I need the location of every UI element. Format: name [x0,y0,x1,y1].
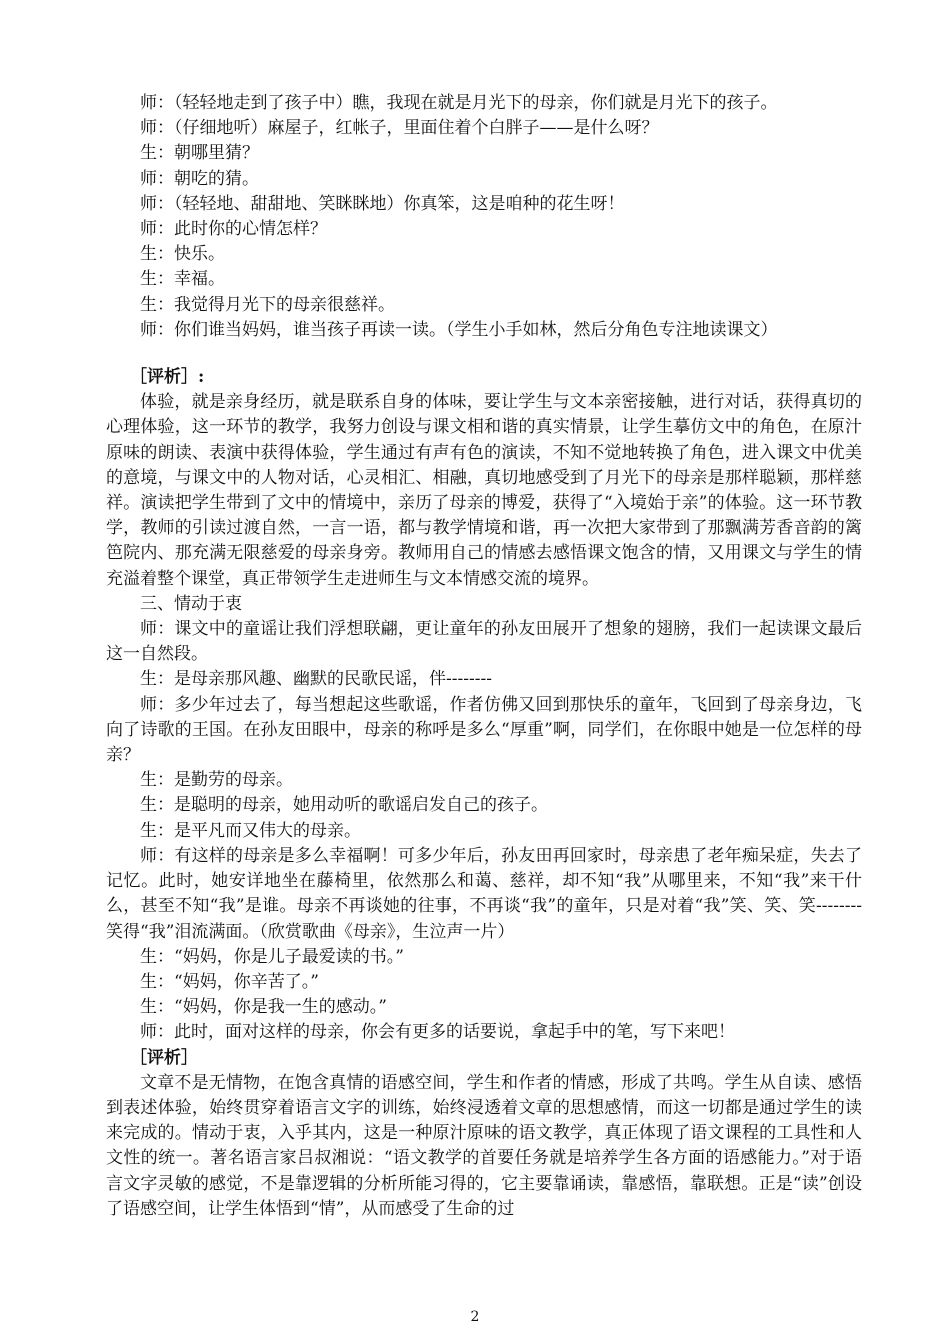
dialogue-paragraph: 师：有这样的母亲是多么幸福啊！可多少年后，孙友田再回家时，母亲患了老年痴呆症，失去了记忆。此时，她安详地坐在藤椅里，依然那么和蔼、慈祥，却不知“我”从哪里来，不知“我”来干什么，甚至不知“我”是谁。母亲不再谈她的往事，不再谈“我”的童年，只是对着“我”笑、笑、笑--------笑得“我”泪流满面。（欣赏歌曲《母亲》，生泣声一片） [106,845,862,942]
page-number: 2 [470,1309,480,1325]
page-content [106,91,862,1222]
dialogue-line: 生：快乐。 [140,244,225,265]
dialogue-paragraph: 生：是母亲那风趣、幽默的民歌民谣，伴-------- [140,669,492,690]
dialogue-line: 师：此时你的心情怎样？ [140,219,327,240]
commentary-paragraph: 文章不是无情物，在饱含真情的语感空间，学生和作者的情感，形成了共鸣。学生从自读、感悟到表述体验，始终贯穿着语言文字的训练，始终浸透着文章的思想感情，而这一切都是通过学生的读来完成的。情动于衷，入乎其内，这是一种原汁原味的语文教学，真正体现了语文课程的工具性和人文性的统一。著名语言家吕叔湘说：“语文教学的首要任务就是培养学生各方面的语感能力。”对于语言文字灵敏的感觉，不是靠逻辑的分析所能习得的，它主要靠诵读，靠感悟，靠联想。正是“读”创设了语感空间，让学生体悟到“情”，从而感受了生命的过 [106,1072,862,1219]
dialogue-line: 生：幸福。 [140,269,225,290]
dialogue-line: 师：（轻轻地走到了孩子中）瞧，我现在就是月光下的母亲，你们就是月光下的孩子。 [140,93,778,113]
dialogue-paragraph: 生：“妈妈，你是我一生的感动。” [140,997,387,1018]
commentary-heading: ［评析］ [130,1047,198,1068]
dialogue-paragraph: 生：“妈妈，你是儿子最爱读的书。” [140,946,404,967]
dialogue-paragraph: 师：课文中的童谣让我们浮想联翩，更让童年的孙友田展开了想象的翅膀，我们一起读课文最后这一自然段。 [106,619,862,665]
dialogue-line: 生：我觉得月光下的母亲很慈祥。 [140,294,395,315]
dialogue-paragraph: 生：“妈妈，你辛苦了。” [140,971,319,992]
section-heading: 三、情动于衷 [140,593,242,614]
dialogue-line: 生：朝哪里猜？ [140,143,259,164]
commentary-heading: ［评析］: [130,367,205,388]
dialogue-line: 师：朝吃的猜。 [140,168,259,189]
dialogue-paragraph: 生：是聪明的母亲，她用动听的歌谣启发自己的孩子。 [140,795,548,816]
spacer [106,343,862,365]
dialogue-paragraph: 师：多少年过去了，每当想起这些歌谣，作者仿佛又回到那快乐的童年，飞回到了母亲身边，飞向了诗歌的王国。在孙友田眼中，母亲的称呼是多么“厚重”啊，同学们，在你眼中她是一位怎样的母亲？ [106,694,862,766]
commentary-paragraph: 体验，就是亲身经历，就是联系自身的体味，要让学生与文本亲密接触，进行对话，获得真切的心理体验，这一环节的教学，我努力创设与课文相和谐的真实情景，让学生摹仿文中的角色，在原汁原味的朗读、表演中获得体验，学生通过有声有色的演读，不知不觉地转换了角色，进入课文中优美的意境，与课文中的人物对话，心灵相汇、相融，真切地感受到了月光下的母亲是那样聪颖，那样慈祥。演读把学生带到了文中的情境中，亲历了母亲的博爱，获得了“入境始于亲”的体验。这一环节教学，教师的引读过渡自然，一言一语，都与教学情境和谐，再一次把大家带到了那飘满芳香音韵的篱笆院内、那充满无限慈爱的母亲身旁。教师用自己的情感去感悟课文饱含的情，又用课文与学生的情充溢着整个课堂，真正带领学生走进师生与文本情感交流的境界。 [106,392,862,589]
dialogue-line: 师：（轻轻地、甜甜地、笑眯眯地）你真笨，这是咱种的花生呀！ [140,193,625,214]
dialogue-line: 师：（仔细地听）麻屋子，红帐子，里面住着个白胖子——是什么呀？ [140,118,659,139]
dialogue-paragraph: 师：此时，面对这样的母亲，你会有更多的话要说，拿起手中的笔，写下来吧！ [140,1022,735,1043]
dialogue-paragraph: 生：是勤劳的母亲。 [140,770,293,791]
dialogue-line: 师：你们谁当妈妈，谁当孩子再读一读。（学生小手如林，然后分角色专注地读课文） [140,319,778,340]
dialogue-paragraph: 生：是平凡而又伟大的母亲。 [140,820,361,841]
